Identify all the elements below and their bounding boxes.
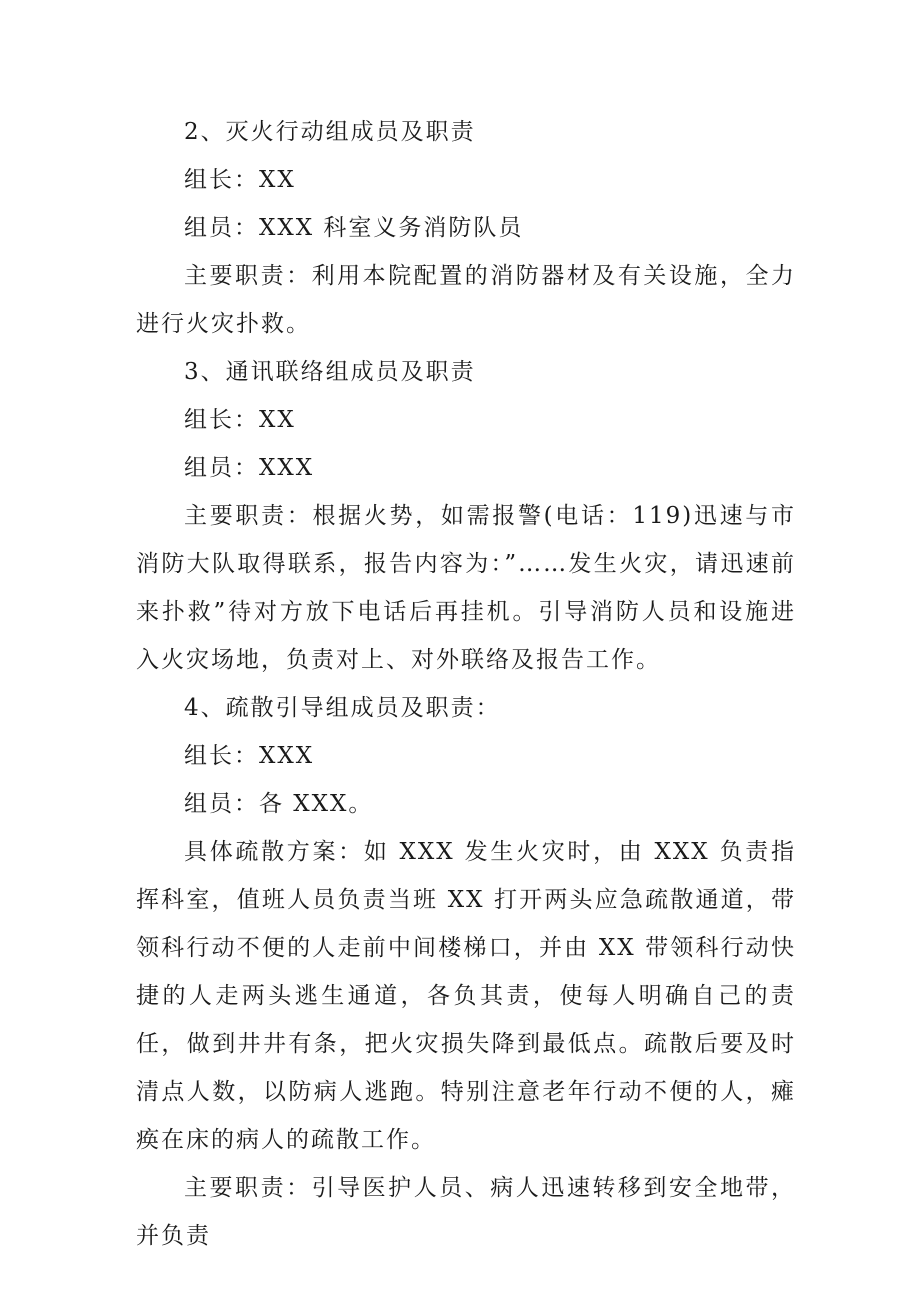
- evacuation-group-leader: 组长：XXX: [184, 743, 315, 769]
- heading-evacuation-group: 4、疏散引导组成员及职责：: [184, 695, 501, 721]
- evacuation-group-duties: 主要职责：引导医护人员、病人迅速转移到安全地带，并负责: [136, 1175, 796, 1249]
- communication-group-members: 组员：XXX: [184, 455, 315, 481]
- heading-fire-fighting-group: 2、灭火行动组成员及职责: [184, 119, 476, 145]
- evacuation-plan: 具体疏散方案：如 XXX 发生火灾时，由 XXX 负责指挥科室，值班人员负责当班 XX 打开两头应急疏散通道，带领科行动不便的人走前中间楼梯口，并由 XX 带领科行动快捷的人走两头逃生通道，各负其责，使每人明确自己的责任，做到井井有条，把火灾损失降到最低点。疏散后要及时清点人数，以防病人逃跑。特别注意老年行动不便的人，瘫痪在床的病人的疏散工作。: [136, 839, 796, 1153]
- evacuation-group-members: 组员：各 XXX。: [184, 791, 374, 817]
- communication-group-leader: 组长：XX: [184, 407, 296, 433]
- document-body: [136, 108, 796, 1260]
- fire-fighting-group-leader: 组长：XX: [184, 167, 296, 193]
- heading-communication-group: 3、通讯联络组成员及职责: [184, 359, 476, 385]
- communication-group-duties: 主要职责：根据火势，如需报警(电话：119)迅速与市消防大队取得联系，报告内容为：”……发生火灾，请迅速前来扑救”待对方放下电话后再挂机。引导消防人员和设施进入火灾场地，负责对上、对外联络及报告工作。: [136, 503, 796, 673]
- fire-fighting-group-duties: 主要职责：利用本院配置的消防器材及有关设施，全力进行火灾扑救。: [136, 263, 796, 337]
- fire-fighting-group-members: 组员：XXX 科室义务消防队员: [184, 215, 524, 241]
